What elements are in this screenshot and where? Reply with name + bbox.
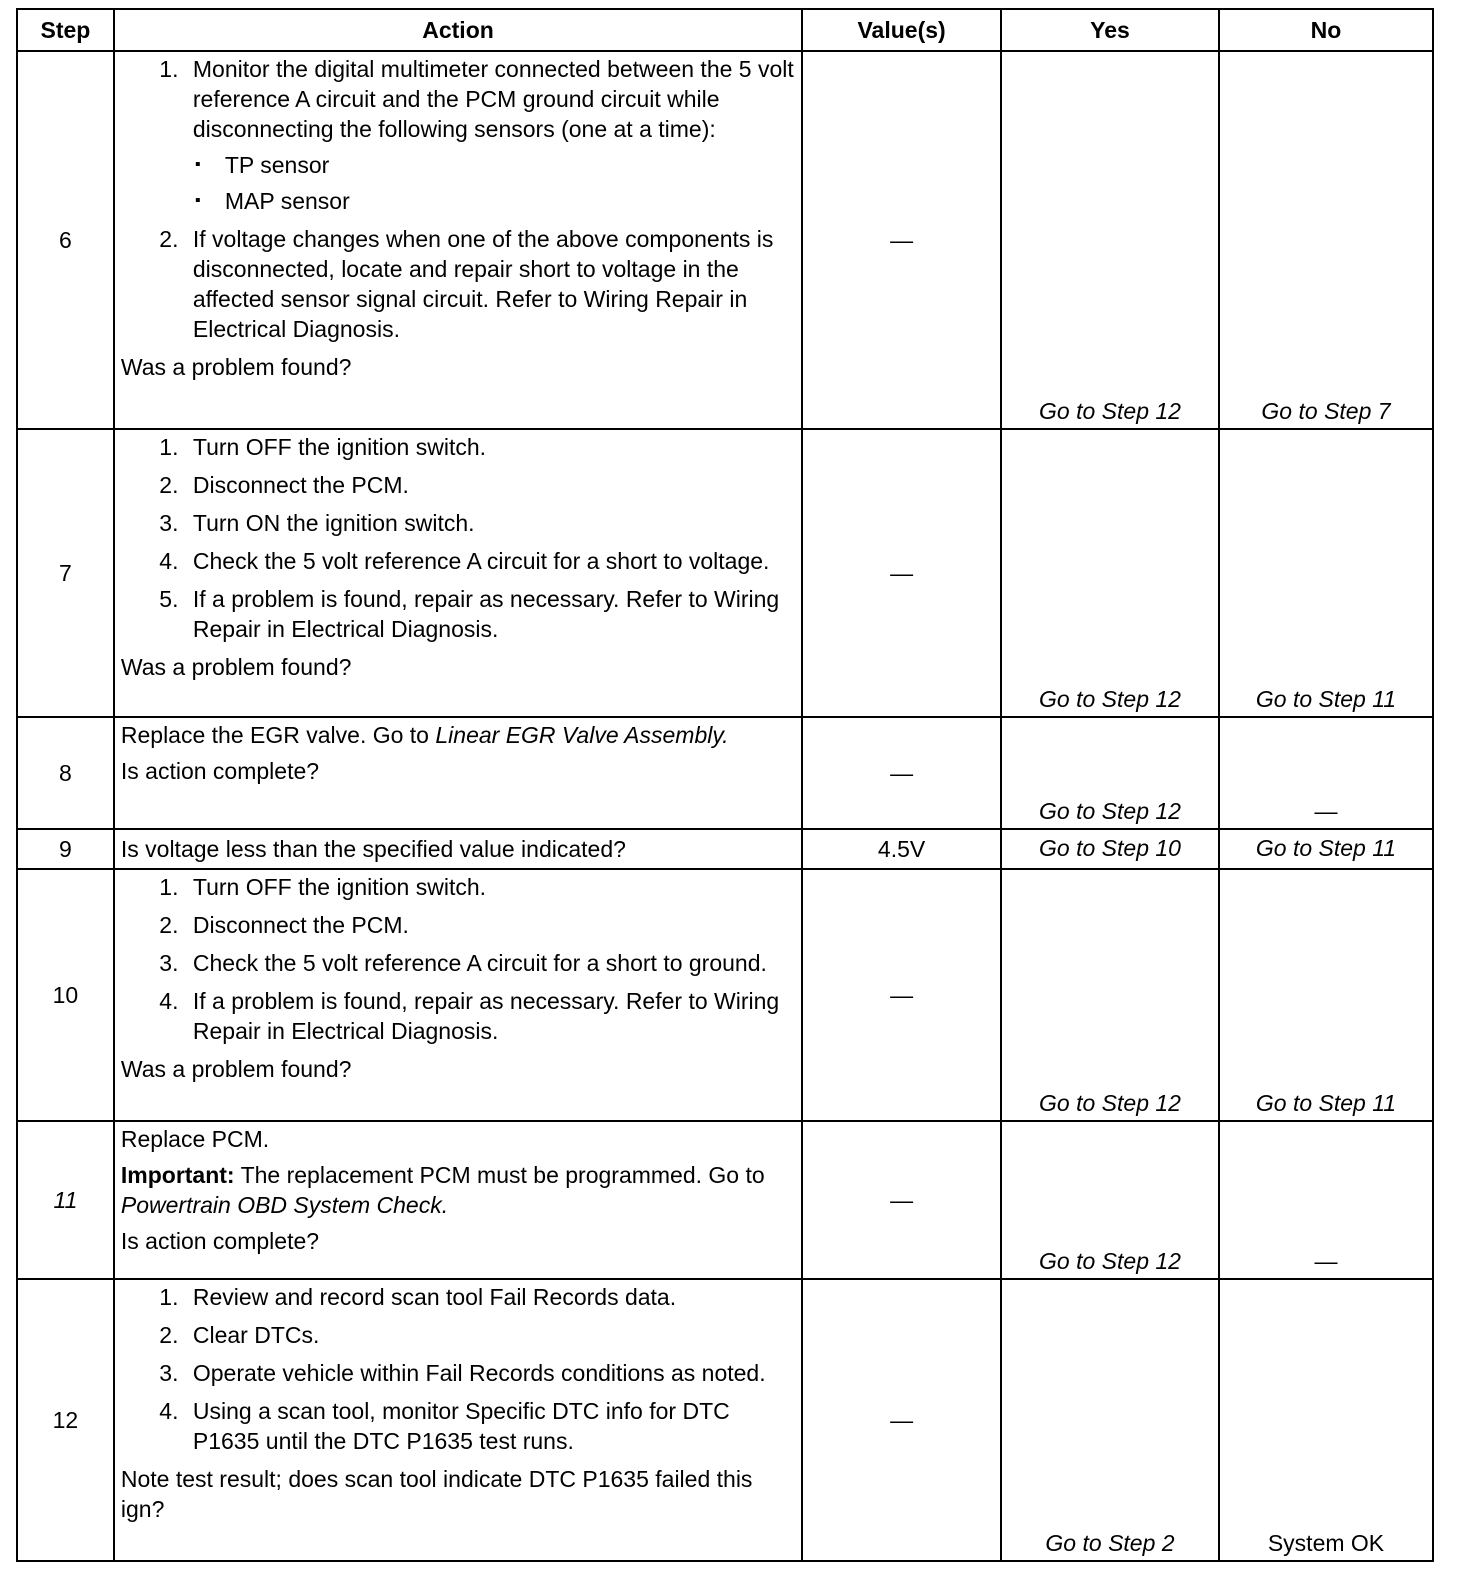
yes-cell: Go to Step 2 xyxy=(1001,1279,1219,1561)
action-text-plain: Replace the EGR valve. Go to xyxy=(120,722,436,748)
action-list xyxy=(121,432,795,644)
question-text: Is voltage less than the specified value indicated? xyxy=(120,836,626,862)
no-cell: Go to Step 11 xyxy=(1219,869,1433,1121)
header-step: Step xyxy=(17,9,114,51)
question-text: Is action complete? xyxy=(120,758,320,784)
step-number: 9 xyxy=(17,829,114,869)
value-cell: — xyxy=(802,51,1001,429)
question-text: Was a problem found? xyxy=(120,654,352,680)
header-no: No xyxy=(1219,9,1433,51)
yes-cell: Go to Step 12 xyxy=(1001,717,1219,829)
list-item: 4. If a problem is found, repair as necessary. Refer to Wiring Repair in Electrical Diagnosis. xyxy=(185,986,795,1046)
table-row xyxy=(17,869,1433,1121)
no-cell: Go to Step 11 xyxy=(1219,829,1433,869)
table-row xyxy=(17,717,1433,829)
list-item: 3. Turn ON the ignition switch. xyxy=(185,508,795,538)
header-row xyxy=(17,9,1433,51)
no-cell: — xyxy=(1219,1121,1433,1279)
value-cell: — xyxy=(802,717,1001,829)
bullet-item: ▪ MAP sensor xyxy=(221,186,795,216)
no-cell: Go to Step 11 xyxy=(1219,429,1433,717)
action-cell xyxy=(114,429,802,717)
list-item xyxy=(185,54,795,216)
question-text: Was a problem found? xyxy=(120,354,352,380)
question-text: Is action complete? xyxy=(120,1228,320,1254)
action-list xyxy=(121,1282,795,1456)
procedure-reference: Linear EGR Valve Assembly. xyxy=(435,722,729,748)
no-cell: System OK xyxy=(1219,1279,1433,1561)
list-item: 1. Turn OFF the ignition switch. xyxy=(185,432,795,462)
table-row xyxy=(17,829,1433,869)
important-label: Important: xyxy=(120,1162,235,1188)
no-cell: — xyxy=(1219,717,1433,829)
table-row xyxy=(17,51,1433,429)
action-cell xyxy=(114,869,802,1121)
list-item: 2. If voltage changes when one of the above components is disconnected, locate and repair short to voltage in the affected sensor signal circuit. Refer to Wiring Repair in Electrical Diagnosis. xyxy=(185,224,795,344)
yes-cell: Go to Step 12 xyxy=(1001,869,1219,1121)
action-text: Replace PCM. xyxy=(120,1126,270,1152)
header-yes: Yes xyxy=(1001,9,1219,51)
question-text: Was a problem found? xyxy=(120,1056,352,1082)
list-item: 1. Turn OFF the ignition switch. xyxy=(185,872,795,902)
list-item: 4. Using a scan tool, monitor Specific DTC info for DTC P1635 until the DTC P1635 test runs. xyxy=(185,1396,795,1456)
diagnostic-table xyxy=(16,8,1434,1562)
list-item-text: Monitor the digital multimeter connected between the 5 volt reference A circuit and the PCM ground circuit while disconnecting the following sensors (one at a time): xyxy=(192,56,794,142)
action-cell xyxy=(114,829,802,869)
list-item: 2. Clear DTCs. xyxy=(185,1320,795,1350)
action-cell xyxy=(114,1279,802,1561)
step-number: 8 xyxy=(17,717,114,829)
important-text: The replacement PCM must be programmed. Go to xyxy=(234,1162,765,1188)
value-cell: — xyxy=(802,869,1001,1121)
yes-cell: Go to Step 12 xyxy=(1001,429,1219,717)
yes-cell: Go to Step 12 xyxy=(1001,1121,1219,1279)
table-row xyxy=(17,1121,1433,1279)
step-number: 7 xyxy=(17,429,114,717)
value-cell: 4.5V xyxy=(802,829,1001,869)
bullet-item: ▪ TP sensor xyxy=(221,150,795,180)
step-number: 10 xyxy=(17,869,114,1121)
value-cell: — xyxy=(802,1279,1001,1561)
action-cell xyxy=(114,1121,802,1279)
action-cell xyxy=(114,717,802,829)
value-cell: — xyxy=(802,1121,1001,1279)
step-number: 6 xyxy=(17,51,114,429)
table-row xyxy=(17,1279,1433,1561)
list-item: 3. Check the 5 volt reference A circuit for a short to ground. xyxy=(185,948,795,978)
header-action: Action xyxy=(114,9,802,51)
action-text xyxy=(121,720,795,750)
yes-cell: Go to Step 10 xyxy=(1001,829,1219,869)
list-item: 2. Disconnect the PCM. xyxy=(185,470,795,500)
table-row xyxy=(17,429,1433,717)
header-values: Value(s) xyxy=(802,9,1001,51)
list-item: 5. If a problem is found, repair as necessary. Refer to Wiring Repair in Electrical Diagnosis. xyxy=(185,584,795,644)
step-number: 11 xyxy=(17,1121,114,1279)
question-text: Note test result; does scan tool indicate DTC P1635 failed this ign? xyxy=(120,1466,753,1522)
action-list xyxy=(121,872,795,1046)
action-list xyxy=(121,54,795,344)
list-item: 4. Check the 5 volt reference A circuit for a short to voltage. xyxy=(185,546,795,576)
procedure-reference: Powertrain OBD System Check. xyxy=(120,1192,449,1218)
no-cell: Go to Step 7 xyxy=(1219,51,1433,429)
value-cell: — xyxy=(802,429,1001,717)
list-item: 3. Operate vehicle within Fail Records conditions as noted. xyxy=(185,1358,795,1388)
action-cell xyxy=(114,51,802,429)
list-item: 2. Disconnect the PCM. xyxy=(185,910,795,940)
yes-cell: Go to Step 12 xyxy=(1001,51,1219,429)
step-number: 12 xyxy=(17,1279,114,1561)
list-item: 1. Review and record scan tool Fail Records data. xyxy=(185,1282,795,1312)
important-note xyxy=(121,1160,795,1220)
bullet-list xyxy=(193,150,795,216)
